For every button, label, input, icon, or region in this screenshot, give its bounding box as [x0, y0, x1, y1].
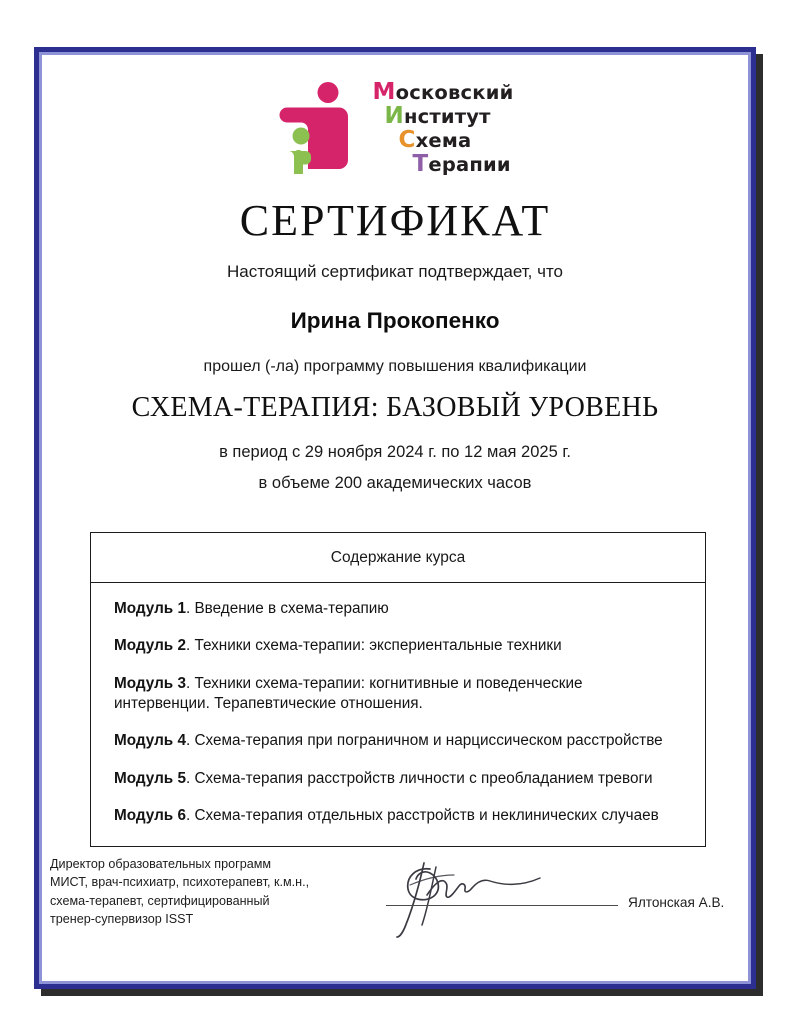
- program-line: прошел (-ла) программу повышения квалификации: [203, 358, 587, 375]
- logo-line-shema: [373, 129, 514, 152]
- logo-line-institut: [373, 105, 514, 128]
- recipient-name: Ирина Прокопенко: [290, 308, 500, 333]
- director-line: тренер-супервизор ISST: [50, 911, 194, 926]
- confirmation-line: Настоящий сертификат подтверждает, что: [226, 262, 564, 281]
- module-text: . Схема-терапия расстройств личности с преобладанием тревоги: [185, 769, 653, 787]
- module-row: [114, 599, 682, 619]
- institute-logo-wordmark: [373, 81, 514, 176]
- module-text: . Введение в схема-терапию: [185, 600, 389, 617]
- certificate-sheet: [42, 55, 748, 981]
- logo-rest-shema: хема: [415, 129, 472, 152]
- module-label: Модуль 4: [114, 732, 186, 750]
- module-row: [114, 731, 682, 751]
- period-line: в период с 29 ноября 2024 г. по 12 мая 2025 г.: [219, 443, 571, 461]
- logo-rest-moskovskiy: осковский: [395, 81, 514, 104]
- course-content-body: [91, 583, 705, 846]
- logo-rest-institut: нститут: [403, 105, 491, 128]
- logo-line-terapii: [373, 153, 514, 176]
- certificate-title: СЕРТИФИКАТ: [239, 196, 551, 245]
- module-row: [114, 806, 682, 826]
- signature-line: [386, 905, 618, 906]
- course-content-header: Содержание курса: [91, 533, 705, 583]
- logo-cap-m: М: [372, 79, 396, 105]
- module-label: Модуль 1: [114, 600, 186, 617]
- module-row: [114, 636, 682, 656]
- mist-figure-icon: [277, 82, 363, 176]
- module-label: Модуль 5: [114, 769, 186, 787]
- module-text: . Схема-терапия отдельных расстройств и неклинических случаев: [185, 807, 659, 825]
- director-line: МИСТ, врач-психиатр, психотерапевт, к.м.н.,: [50, 875, 310, 890]
- director-line: Директор образовательных программ: [50, 857, 272, 871]
- logo-rest-terapii: ерапии: [428, 153, 511, 176]
- course-name: СХЕМА-ТЕРАПИЯ: БАЗОВЫЙ УРОВЕНЬ: [131, 392, 659, 423]
- module-label: Модуль 3: [114, 674, 186, 692]
- module-text: . Техники схема-терапии: экспериентальные техники: [185, 637, 562, 655]
- logo-cap-i: И: [384, 103, 404, 129]
- signatory-name: Ялтонская А.В.: [628, 895, 725, 910]
- director-line: схема-терапевт, сертифицированный: [50, 893, 270, 908]
- signature-area: [380, 857, 736, 927]
- module-row: [114, 769, 682, 789]
- logo-cap-t: Т: [412, 151, 429, 177]
- module-label: Модуль 6: [114, 807, 186, 825]
- hours-line: в объеме 200 академических часов: [258, 474, 532, 492]
- logo-cap-s: С: [398, 127, 416, 153]
- module-text: . Техники схема-терапии: когнитивные и поведенческие интервенции. Терапевтические отношения.: [114, 674, 583, 713]
- director-credentials: [50, 855, 336, 928]
- module-row: [114, 674, 682, 715]
- certificate-footer: [42, 855, 748, 965]
- institute-logo: [42, 81, 748, 176]
- course-content-table: [90, 532, 706, 847]
- module-text: . Схема-терапия при пограничном и нарциссическом расстройстве: [185, 732, 663, 750]
- handwritten-signature-icon: [380, 853, 570, 944]
- module-label: Модуль 2: [114, 637, 186, 655]
- logo-line-moskovskiy: [373, 81, 514, 104]
